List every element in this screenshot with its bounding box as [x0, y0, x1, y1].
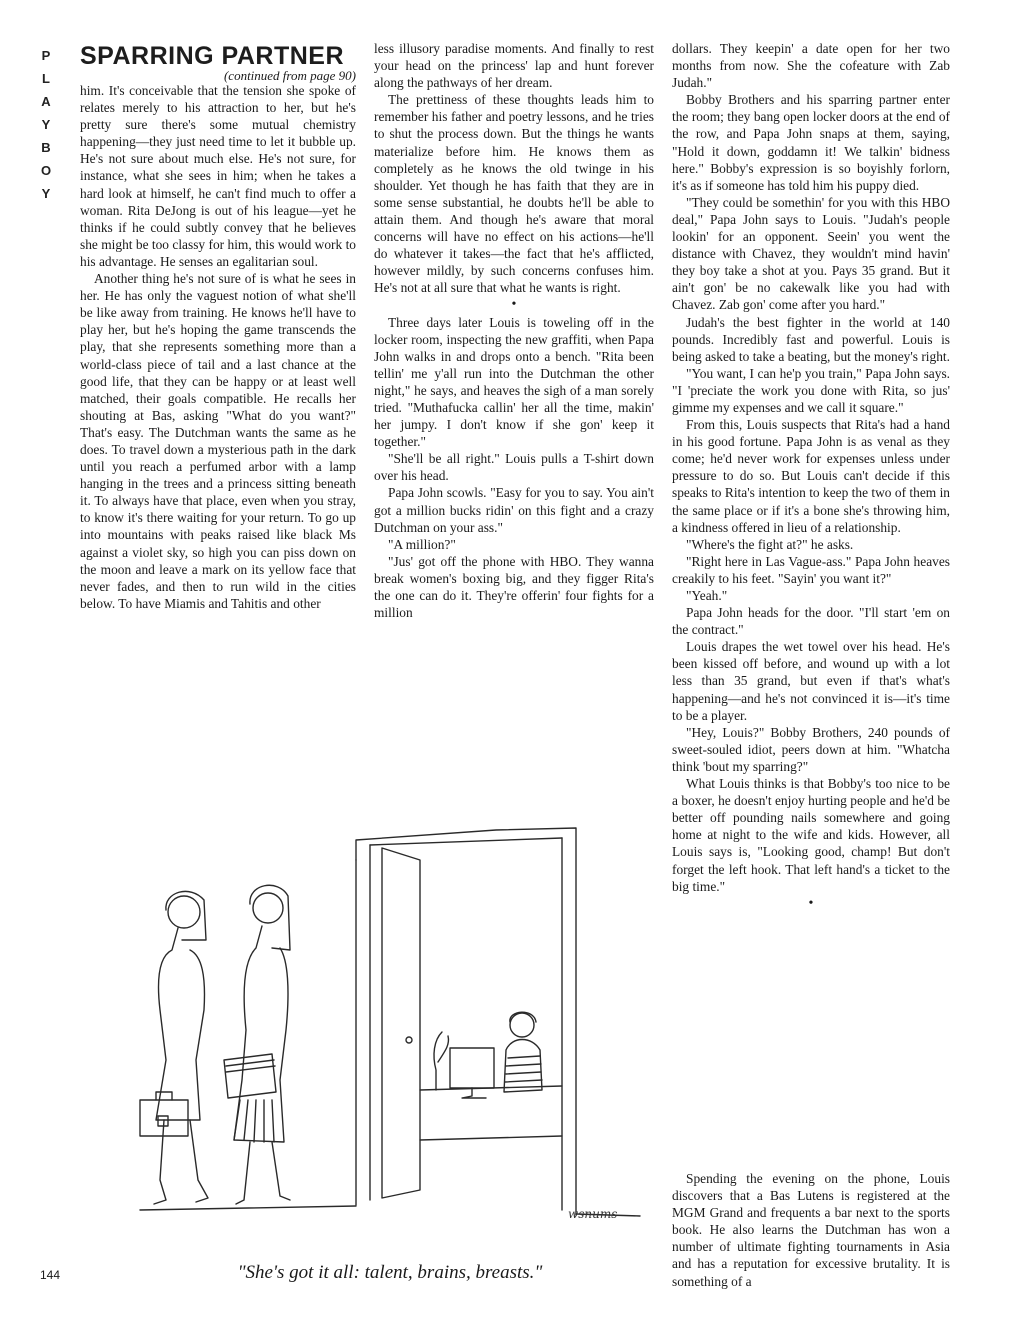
column-2	[374, 40, 654, 621]
section-break-bullet: •	[511, 297, 517, 313]
paragraph: "A million?"	[388, 536, 456, 552]
paragraph: What Louis thinks is that Bobby's too nice to be a boxer, he doesn't enjoy hurting people and he'd be better off pounding nails somewhere and going home at night to the wife and kids. However, all Louis says is, "Looking good, champ! But don't forget the left hook. That left hand's a ticket to the big time."	[672, 776, 950, 894]
cartoon-illustration	[120, 800, 660, 1240]
paragraph: From this, Louis suspects that Rita's had a hand in his good fortune. Papa John is as venal as they come; he'd never work for expenses unless under pressure to do so. But Louis can't decide if this speaks to Rita's intention to keep the two of them in the same place or if it's a bone she's throwing him, a kindness offered in lieu of a relationship.	[672, 417, 950, 535]
masthead-letter: L	[42, 71, 50, 86]
continued-note: (continued from page 90)	[223, 68, 356, 83]
column-3	[672, 40, 950, 912]
paragraph: The prettiness of these thoughts leads him to remember his father and poetry lessons, and he tries to shut the process down. But the things he wants materialize before him. He knows them as completely as he knows the old twinge in his shoulder. Yet though he has faith that they are in some sense substantial, he doubts he'll be able to attain them. And though he's aware that moral concerns will have no effect on his actions—he'll do whatever it takes—the fact that he's afflicted, however mildly, by such concerns confuses him. He's not at all sure that what he wants is right.	[374, 92, 654, 296]
paragraph: "Jus' got off the phone with HBO. They wanna break women's boxing big, and they figger Rita's the one can do it. They're offerin' four fights for a million	[374, 553, 654, 621]
paragraph: "You want, I can he'p you train," Papa John says. "I 'preciate the work you done with Rita, so jus' gimme my expenses and we call it square."	[672, 365, 950, 415]
paragraph: Judah's the best fighter in the world at 140 pounds. Incredibly fast and powerful. Louis is being asked to take a beating, but the money's right.	[672, 314, 950, 364]
masthead-letter: B	[41, 140, 51, 155]
paragraph: Papa John scowls. "Easy for you to say. You ain't got a million bucks ridin' on this fight and a crazy Dutchman on your ass."	[374, 485, 654, 535]
page-number: 144	[40, 1268, 61, 1282]
paragraph: dollars. They keepin' a date open for her two months from now. She the cofeature with Zab Judah."	[672, 41, 950, 91]
paragraph: Spending the evening on the phone, Louis discovers that a Bas Lutens is registered at the MGM Grand and frequents a bar next to the sports book. He also learns the Dutchman has won a number of ultimate fighting tournaments in Asia and has a reputation for excessive brutality. It is something of a	[672, 1171, 950, 1289]
paragraph: "Hey, Louis?" Bobby Brothers, 240 pounds of sweet-souled idiot, peers down at him. "Whatcha think 'bout my sparring?"	[672, 724, 950, 774]
column-3-bottom	[672, 1170, 950, 1290]
column-1	[80, 82, 356, 612]
masthead-letter: Y	[41, 186, 51, 201]
masthead-letter: O	[40, 163, 52, 178]
paragraph: "Right here in Las Vague-ass." Papa John heaves creakily to his feet. "Sayin' you want it?"	[672, 553, 950, 586]
paragraph: Bobby Brothers and his sparring partner enter the room; they bang open locker doors at the end of the row, and Papa John snaps at them, saying, "Hold it down, goddamn it! We talkin' bidness here." Bobby's expression is so boyishly forlorn, it's as if someone has told him his puppy died.	[672, 92, 950, 193]
paragraph: "They could be somethin' for you with this HBO deal," Papa John says to Louis. "Judah's people lookin' for an opponent. Seein' you went the distance with Chavez, they wouldn't mind havin' they boy take a shot at you. Pays 35 grand. But it ain't gon' be no cakewalk like you had with Chavez. Zab gon' come after you hard."	[672, 194, 950, 313]
paragraph: less illusory paradise moments. And finally to rest your head on the princess' lap and hunt forever along the pathways of her dream.	[374, 41, 654, 91]
paragraph: Louis drapes the wet towel over his head. He's been kissed off before, and wound up with a lot less than 35 grand, but even if that's what's happening—and he's not convinced it is—it's time to be a player.	[672, 639, 950, 723]
paragraph: Papa John heads for the door. "I'll start 'em on the contract."	[672, 605, 950, 638]
section-break-bullet: •	[808, 895, 814, 911]
masthead-letter: P	[41, 48, 51, 63]
cartoon-caption: "She's got it all: talent, brains, breasts."	[237, 1262, 543, 1283]
cartoon-signature: wsnums	[568, 1207, 618, 1221]
masthead-vertical	[36, 44, 56, 205]
paragraph: him. It's conceivable that the tension she spoke of relates merely to his attraction to her, but he's pretty sure there's some mutual chemistry happening—they just need time to let it bubble up. He's not sure about much else. He's not sure, for instance, what she sees in him; when he takes a hard look at himself, he can't find much to offer a woman. Rita DeJong is out of his league—yet he thinks if he could subtly convey that he believes she might be too classy for him, this would work to his advantage. He senses an egalitarian soul.	[80, 83, 356, 269]
masthead-letter: A	[41, 94, 51, 109]
paragraph: Three days later Louis is toweling off in the locker room, inspecting the new graffiti, when Papa John walks in and drops onto a bench. "Rita been tellin' me y'all run into the Dutchman the other night," he says, and heaves the sigh of a man sorely tried. "Muthafucka callin' her all the time, makin' her jumpy. I don't know if she gon' keep it together."	[374, 314, 654, 450]
paragraph: Another thing he's not sure of is what he sees in her. He has only the vaguest notion of what she'll be like away from training. He knows he'll have to play her, but he's hoping the game transcends the play, that she represents something more than a world-class piece of tail and a last chance at the good life, that they can be happy or at least well matched, their goals compatible. He recalls her shouting at Bas, asking "What do you want?" That's easy. The Dutchman wants the same as he does. To travel down a mysterious path in the dark until you reach a perfumed arbor with a lamp hanging in the trees and a princess sitting beneath it. To always have that place, even when you stray, to know it's there waiting for your return. To go up into mountains with peaks raised like black Ms against a violet sky, so high you can piss down on the moon and leave a mark on its yellow face that never fades, and then to run wild in the cities below. To have Miamis and Tahitis and other	[80, 271, 356, 611]
article-title: SPARRING PARTNER	[80, 42, 345, 70]
paragraph: "Where's the fight at?" he asks.	[686, 536, 854, 552]
paragraph: "She'll be all right." Louis pulls a T-shirt down over his head.	[374, 451, 654, 484]
paragraph: "Yeah."	[686, 588, 728, 603]
masthead-letter: Y	[41, 117, 51, 132]
